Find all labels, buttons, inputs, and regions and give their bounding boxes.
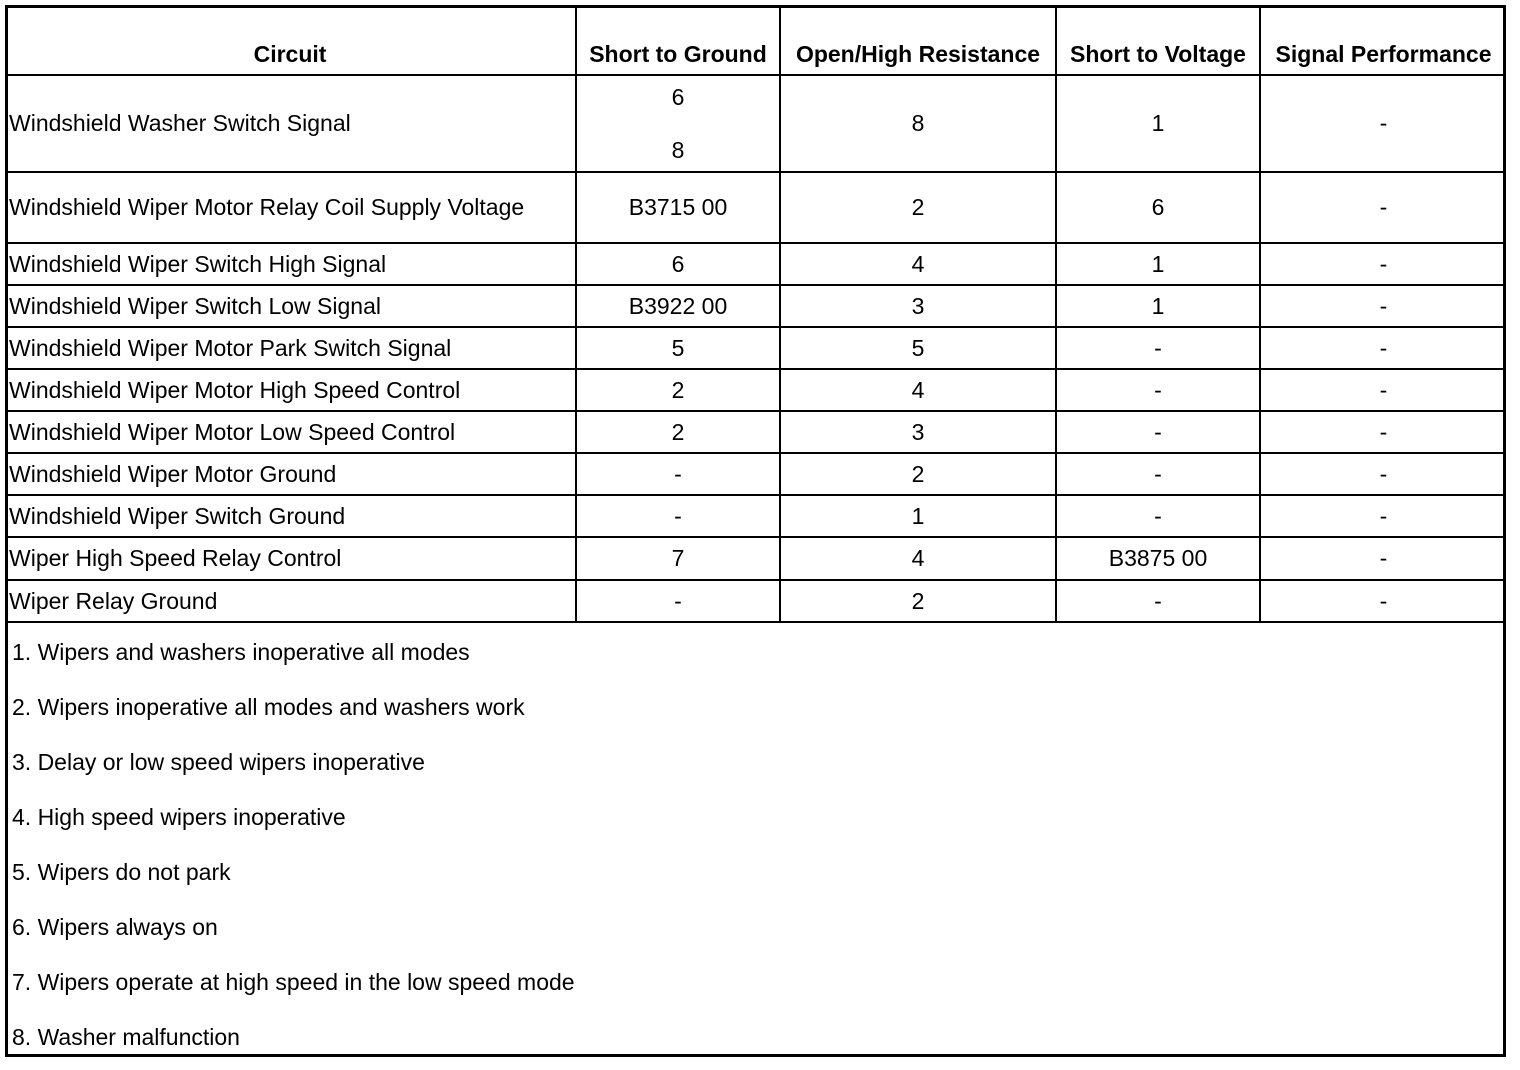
note-item: 4. High speed wipers inoperative	[12, 804, 346, 830]
open-high-resistance-cell: 3	[780, 411, 1056, 453]
signal-performance-cell: -	[1260, 75, 1506, 172]
short-to-voltage-cell: B3875 00	[1056, 537, 1260, 580]
short-to-ground-cell: 6	[576, 243, 780, 285]
open-high-resistance-cell: 2	[780, 580, 1056, 622]
table-row	[5, 327, 1506, 369]
note-item: 7. Wipers operate at high speed in the low speed mode	[12, 969, 575, 995]
table-row	[5, 369, 1506, 411]
signal-performance-cell: -	[1260, 495, 1506, 537]
circuit-cell: Wiper High Speed Relay Control	[5, 537, 576, 580]
table-row	[5, 172, 1506, 243]
short-to-ground-value: 6	[671, 83, 685, 110]
table-row	[5, 243, 1506, 285]
circuit-cell: Windshield Wiper Motor Relay Coil Supply Voltage	[5, 172, 576, 243]
short-to-voltage-cell: -	[1056, 369, 1260, 411]
short-to-ground-cell: 5	[576, 327, 780, 369]
header-short-to-voltage: Short to Voltage	[1056, 5, 1260, 75]
short-to-ground-value: 8	[671, 136, 685, 163]
signal-performance-cell: -	[1260, 243, 1506, 285]
short-to-voltage-cell: 6	[1056, 172, 1260, 243]
short-to-voltage-cell: -	[1056, 453, 1260, 495]
short-to-ground-cell	[576, 75, 780, 172]
header-circuit: Circuit	[5, 5, 576, 75]
note-item: 5. Wipers do not park	[12, 859, 231, 885]
short-to-voltage-cell: 1	[1056, 285, 1260, 327]
short-to-voltage-cell: -	[1056, 495, 1260, 537]
table-row	[5, 453, 1506, 495]
circuit-cell: Windshield Wiper Switch Low Signal	[5, 285, 576, 327]
circuit-cell: Windshield Wiper Motor Ground	[5, 453, 576, 495]
short-to-voltage-cell: -	[1056, 327, 1260, 369]
open-high-resistance-cell: 2	[780, 453, 1056, 495]
circuit-diagnostic-table	[5, 5, 1506, 623]
open-high-resistance-cell: 4	[780, 243, 1056, 285]
table-row	[5, 495, 1506, 537]
note-item: 8. Washer malfunction	[12, 1024, 240, 1050]
header-row	[5, 5, 1506, 75]
short-to-voltage-cell: 1	[1056, 243, 1260, 285]
open-high-resistance-cell: 2	[780, 172, 1056, 243]
signal-performance-cell: -	[1260, 369, 1506, 411]
open-high-resistance-cell: 4	[780, 537, 1056, 580]
note-item: 3. Delay or low speed wipers inoperative	[12, 749, 425, 775]
header-open-high-resistance: Open/High Resistance	[780, 5, 1056, 75]
symptom-notes	[12, 630, 1492, 1070]
table-row	[5, 537, 1506, 580]
open-high-resistance-cell: 1	[780, 495, 1056, 537]
short-to-ground-cell: B3922 00	[576, 285, 780, 327]
circuit-cell: Windshield Wiper Switch Ground	[5, 495, 576, 537]
open-high-resistance-cell: 4	[780, 369, 1056, 411]
circuit-cell: Windshield Wiper Switch High Signal	[5, 243, 576, 285]
header-signal-performance: Signal Performance	[1260, 5, 1506, 75]
short-to-voltage-cell: -	[1056, 580, 1260, 622]
signal-performance-cell: -	[1260, 453, 1506, 495]
open-high-resistance-cell: 3	[780, 285, 1056, 327]
note-item: 6. Wipers always on	[12, 914, 218, 940]
open-high-resistance-cell: 5	[780, 327, 1056, 369]
short-to-ground-cell: B3715 00	[576, 172, 780, 243]
signal-performance-cell: -	[1260, 172, 1506, 243]
short-to-ground-cell: -	[576, 453, 780, 495]
note-item: 2. Wipers inoperative all modes and washers work	[12, 694, 525, 720]
short-to-voltage-cell: 1	[1056, 75, 1260, 172]
signal-performance-cell: -	[1260, 537, 1506, 580]
short-to-ground-cell: -	[576, 580, 780, 622]
circuit-cell: Windshield Wiper Motor High Speed Control	[5, 369, 576, 411]
signal-performance-cell: -	[1260, 327, 1506, 369]
table-row	[5, 411, 1506, 453]
short-to-ground-cell: 2	[576, 411, 780, 453]
signal-performance-cell: -	[1260, 580, 1506, 622]
circuit-cell: Windshield Washer Switch Signal	[5, 75, 576, 172]
circuit-cell: Windshield Wiper Motor Low Speed Control	[5, 411, 576, 453]
table-row	[5, 285, 1506, 327]
header-short-to-ground: Short to Ground	[576, 5, 780, 75]
signal-performance-cell: -	[1260, 285, 1506, 327]
circuit-cell: Wiper Relay Ground	[5, 580, 576, 622]
open-high-resistance-cell: 8	[780, 75, 1056, 172]
table-row	[5, 75, 1506, 172]
short-to-voltage-cell: -	[1056, 411, 1260, 453]
signal-performance-cell: -	[1260, 411, 1506, 453]
table-row	[5, 580, 1506, 622]
short-to-ground-cell: -	[576, 495, 780, 537]
short-to-ground-cell: 7	[576, 537, 780, 580]
short-to-ground-cell: 2	[576, 369, 780, 411]
circuit-cell: Windshield Wiper Motor Park Switch Signal	[5, 327, 576, 369]
note-item: 1. Wipers and washers inoperative all modes	[12, 639, 470, 665]
